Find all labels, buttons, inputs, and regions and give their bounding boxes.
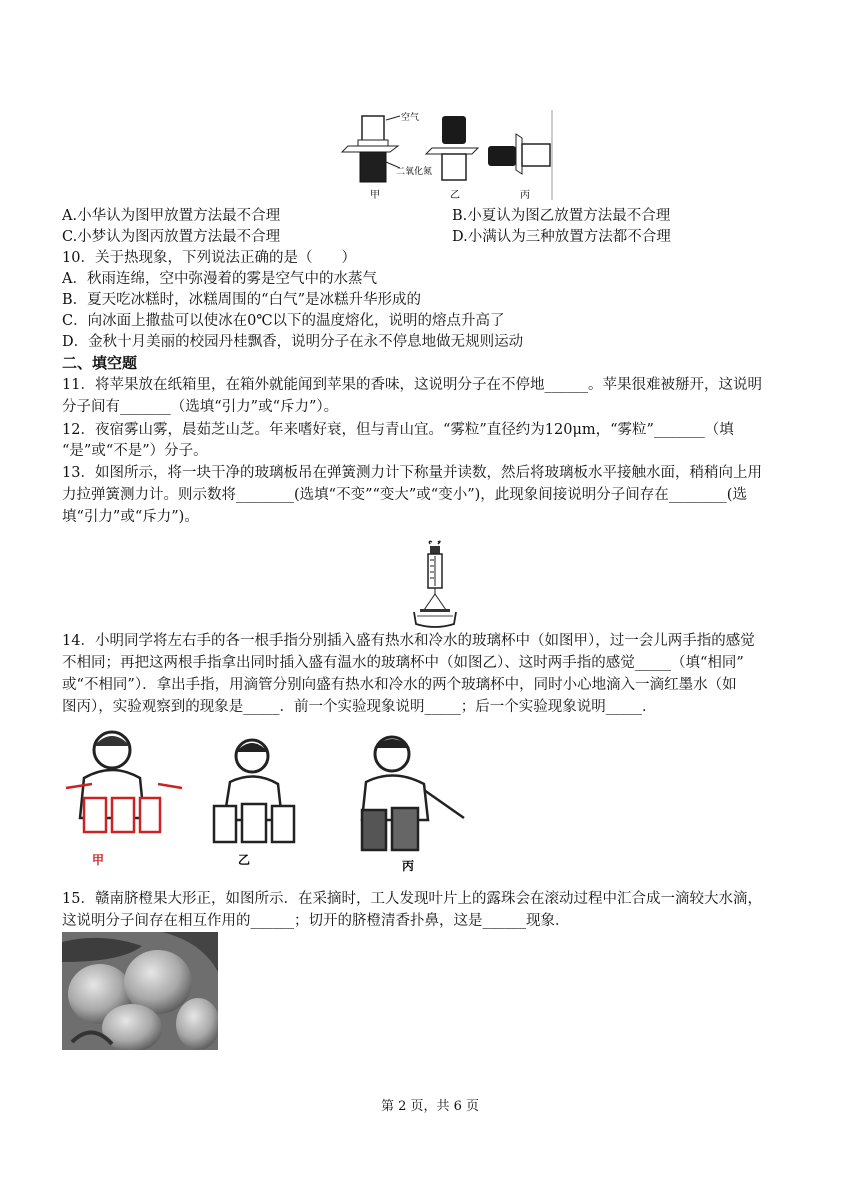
label-no2: 二氧化氮 — [396, 167, 433, 177]
q13-line1: 13．如图所示，将一块干净的玻璃板吊在弹簧测力计下称量并读数，然后将玻璃板水平接触水面，稍稍向上用 — [62, 465, 762, 481]
q9-option-d: D.小满认为三种放置方法都不合理 — [452, 229, 671, 245]
figure-jia — [66, 732, 182, 867]
q10-stem: 10．关于热现象，下列说法正确的是（ ） — [62, 250, 356, 266]
q12-line1: 12．夜宿雾山雾，晨茹芝山芝。年来嗜好衰，但与青山宜。“雾粒”直径约为120μm，“雾粒”_______（填 — [62, 422, 734, 438]
hands-in-cups-figure — [62, 728, 482, 878]
q14-line4: 图丙），实验观察到的现象是_____．前一个实验现象说明_____；后一个实验现象说明_____． — [62, 699, 657, 715]
q13-line3: 填“引力”或“斥力”)。 — [62, 509, 199, 525]
q11-line1: 11．将苹果放在纸箱里，在箱外就能闻到苹果的香味，这说明分子在不停地______。苹果很难被掰开，这说明 — [62, 377, 762, 393]
q10-option-a: A．秋雨连绵，空中弥漫着的雾是空气中的水蒸气 — [62, 271, 377, 287]
q14-line3: 或“不相同”）．拿出手指，用滴管分别向盛有热水和冷水的两个玻璃杯中，同时小心地滴入一滴红墨水（如 — [62, 677, 737, 693]
q14-line1: 14．小明同学将左右手的各一根手指分别插入盛有热水和冷水的玻璃杯中（如图甲），过一会儿两手指的感觉 — [62, 633, 755, 649]
gas-jar-figure — [340, 110, 554, 204]
q10-option-c: C．向冰面上撒盐可以使冰在0℃以下的温度熔化，说明的熔点升高了 — [62, 313, 505, 329]
section-title: 二、填空题 — [62, 354, 138, 372]
spring-balance-figure — [410, 540, 460, 632]
label-air: 空气 — [401, 113, 420, 123]
orange-photo — [62, 932, 218, 1050]
q10-option-b: B．夏天吃冰糕时，冰糕周围的“白气”是冰糕升华形成的 — [62, 292, 421, 308]
q12-line2: “是”或“不是”）分子。 — [62, 443, 208, 459]
q9-option-b: B.小夏认为图乙放置方法最不合理 — [452, 208, 671, 224]
q11-line2: 分子间有_______（选填“引力”或“斥力”）。 — [62, 399, 339, 415]
q15-line1: 15．赣南脐橙果大形正，如图所示．在采摘时，工人发现叶片上的露珠会在滚动过程中汇合成一滴较大水滴， — [62, 891, 762, 907]
label-bing: 丙 — [520, 190, 530, 201]
q9-option-a: A.小华认为图甲放置方法最不合理 — [62, 208, 281, 224]
label-q14-bing: 丙 — [402, 859, 415, 873]
label-jia: 甲 — [370, 190, 380, 201]
page-footer: 第 2 页，共 6 页 — [380, 1099, 480, 1114]
figure-yi — [214, 740, 294, 867]
label-q14-yi: 乙 — [238, 853, 251, 867]
label-q14-jia: 甲 — [92, 853, 105, 867]
label-yi: 乙 — [450, 190, 460, 201]
q10-option-d: D．金秋十月美丽的校园丹桂飘香，说明分子在永不停息地做无规则运动 — [62, 334, 524, 350]
q15-line2: 这说明分子间存在相互作用的______；切开的脐橙清香扑鼻，这是______现象． — [62, 913, 570, 929]
figure-bing — [362, 737, 464, 873]
q14-line2: 不相同；再把这两根手指拿出同时插入盛有温水的玻璃杯中（如图乙）、这时两手指的感觉_____（填“相同” — [62, 655, 744, 671]
q9-option-c: C.小梦认为图丙放置方法最不合理 — [62, 229, 281, 245]
q13-line2: 力拉弹簧测力计。则示数将________(选填“不变”“变大”或“变小”)，此现象间接说明分子间存在________(选 — [62, 487, 747, 503]
